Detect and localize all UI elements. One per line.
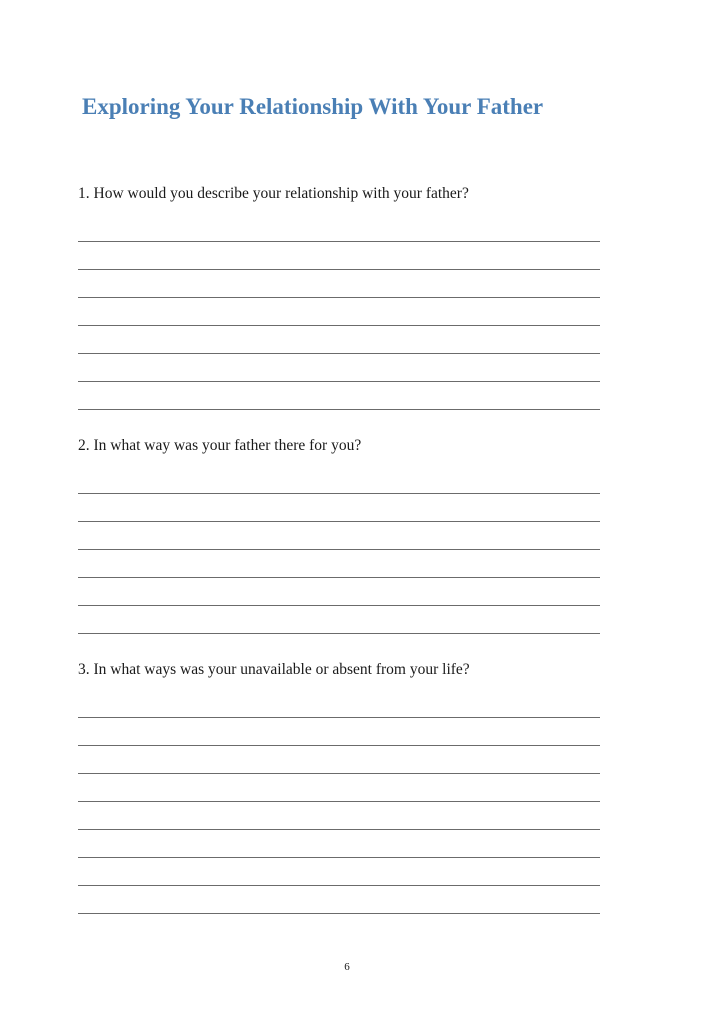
answer-line[interactable]: [78, 269, 600, 270]
answer-line[interactable]: [78, 801, 600, 802]
answer-line[interactable]: [78, 857, 600, 858]
question-number: 1 .: [78, 185, 94, 202]
answer-line[interactable]: [78, 409, 600, 410]
answer-line[interactable]: [78, 633, 600, 634]
answer-line[interactable]: [78, 549, 600, 550]
answer-line[interactable]: [78, 381, 600, 382]
answer-line[interactable]: [78, 241, 600, 242]
question-number: 3 .: [78, 661, 94, 678]
answer-line[interactable]: [78, 913, 600, 914]
answer-line[interactable]: [78, 717, 600, 718]
answer-line[interactable]: [78, 353, 600, 354]
page-title: Exploring Your Relationship With Your Father: [82, 94, 544, 119]
question-3: [78, 660, 638, 680]
question-2: [78, 436, 638, 456]
answer-line[interactable]: [78, 493, 600, 494]
answer-line[interactable]: [78, 745, 600, 746]
question-text: How would you describe your relationship with your father?: [93, 185, 469, 202]
page-number: 6: [344, 961, 350, 973]
answer-line[interactable]: [78, 885, 600, 886]
answer-line[interactable]: [78, 773, 600, 774]
question-number: 2 .: [78, 437, 94, 454]
answer-line[interactable]: [78, 521, 600, 522]
answer-line[interactable]: [78, 325, 600, 326]
answer-line[interactable]: [78, 297, 600, 298]
answer-line[interactable]: [78, 829, 600, 830]
question-text: In what ways was your unavailable or absent from your life?: [93, 661, 470, 678]
question-1: [78, 184, 638, 204]
answer-line[interactable]: [78, 605, 600, 606]
question-text: In what way was your father there for you?: [93, 437, 362, 454]
answer-line[interactable]: [78, 577, 600, 578]
